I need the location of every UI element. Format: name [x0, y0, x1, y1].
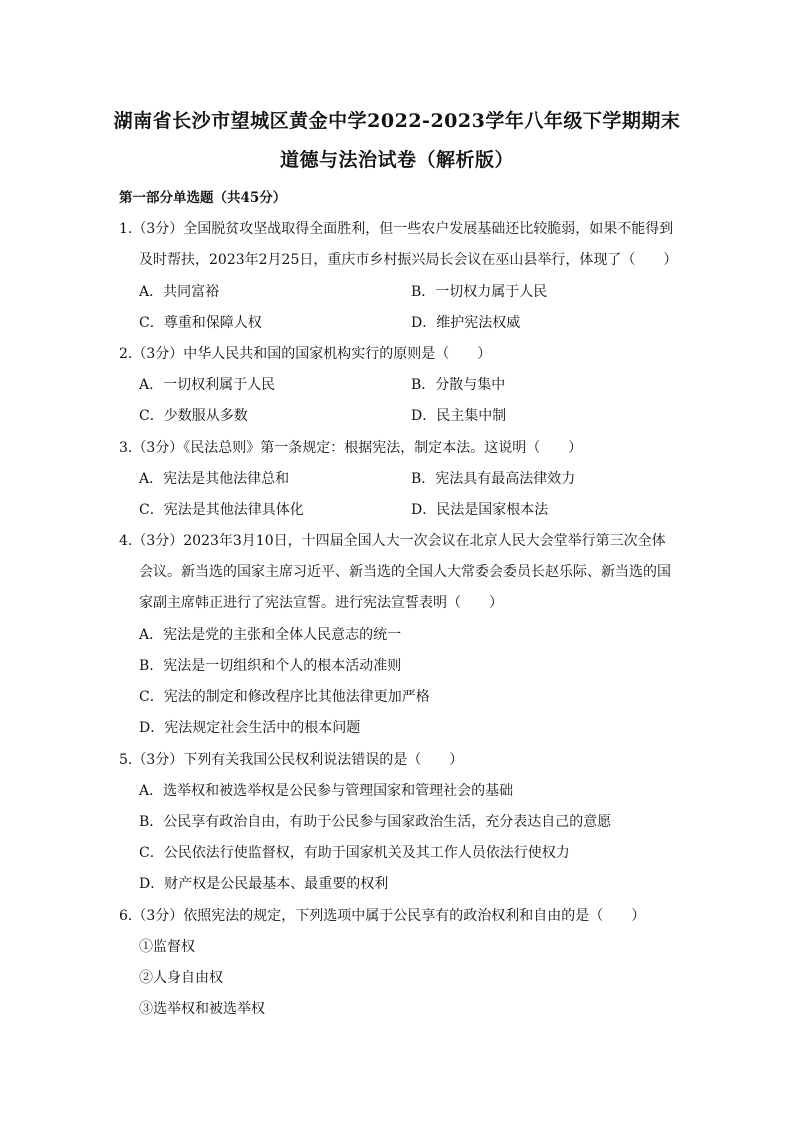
question-4-option-b: B．宪法是一切组织和个人的根本活动准则 — [139, 658, 402, 674]
title-line-2: 道德与法治试卷（解析版） — [279, 149, 514, 171]
question-3-option-c: C．宪法是其他法律具体化 — [139, 502, 304, 518]
question-4-option-a: A．宪法是党的主张和全体人民意志的统一 — [139, 627, 402, 643]
question-4-option-d: D．宪法规定社会生活中的根本问题 — [139, 720, 361, 736]
question-2-option-d: D．民主集中制 — [411, 408, 507, 424]
question-3-line-1: 3.（3分）《民法总则》第一条规定：根据宪法，制定本法。这说明（ ） — [119, 440, 583, 456]
question-6-line-1: 6.（3分）依照宪法的规定，下列选项中属于公民享有的政治权利和自由的是（ ） — [119, 908, 646, 924]
question-1-option-b: B．一切权力属于人民 — [411, 284, 548, 300]
question-2-option-b: B．分散与集中 — [411, 377, 506, 393]
question-6-item-1: ①监督权 — [139, 939, 195, 955]
question-4-option-c: C．宪法的制定和修改程序比其他法律更加严格 — [139, 689, 430, 705]
question-5-option-c: C．公民依法行使监督权，有助于国家机关及其工作人员依法行使权力 — [139, 845, 570, 861]
question-4-line-2: 会议。新当选的国家主席习近平、新当选的全国人大常委会委员长赵乐际、新当选的国 — [139, 564, 671, 580]
question-1-option-c: C．尊重和保障人权 — [139, 315, 262, 331]
question-2-option-c: C．少数服从多数 — [139, 408, 248, 424]
question-5-option-b: B．公民享有政治自由，有助于公民参与国家政治生活，充分表达自己的意愿 — [139, 814, 612, 830]
question-1-line-1: 1.（3分）全国脱贫攻坚战取得全面胜利，但一些农户发展基础还比较脆弱，如果不能得到 — [119, 221, 674, 237]
question-2-line-1: 2.（3分）中华人民共和国的国家机构实行的原则是（ ） — [119, 346, 492, 362]
question-3-option-b: B．宪法具有最高法律效力 — [411, 471, 576, 487]
question-6-item-2: ②人身自由权 — [139, 970, 223, 986]
question-2-option-a: A．一切权利属于人民 — [139, 377, 276, 393]
question-1-option-d: D．维护宪法权威 — [411, 315, 521, 331]
question-4-line-1: 4.（3分）2023年3月10日，十四届全国人大一次会议在北京人民大会堂举行第三次全体 — [119, 533, 666, 549]
question-5-option-d: D．财产权是公民最基本、最重要的权利 — [139, 876, 389, 892]
question-3-option-a: A．宪法是其他法律总和 — [139, 471, 290, 487]
question-5-option-a: A．选举权和被选举权是公民参与管理国家和管理社会的基础 — [139, 783, 514, 799]
question-4-line-3: 家副主席韩正进行了宪法宣誓。进行宪法宣誓表明（ ） — [139, 595, 503, 611]
section-heading: 第一部分单选题（共45分） — [119, 190, 287, 206]
question-1-option-a: A．共同富裕 — [139, 284, 220, 300]
title-line-1: 湖南省长沙市望城区黄金中学2022-2023学年八年级下学期期末 — [113, 110, 681, 132]
question-3-option-d: D．民法是国家根本法 — [411, 502, 549, 518]
question-1-line-2: 及时帮扶，2023年2月25日，重庆市乡村振兴局长会议在巫山县举行，体现了（ ） — [139, 252, 678, 268]
question-5-line-1: 5.（3分）下列有关我国公民权利说法错误的是（ ） — [119, 752, 464, 768]
question-6-item-3: ③选举权和被选举权 — [139, 1001, 265, 1017]
